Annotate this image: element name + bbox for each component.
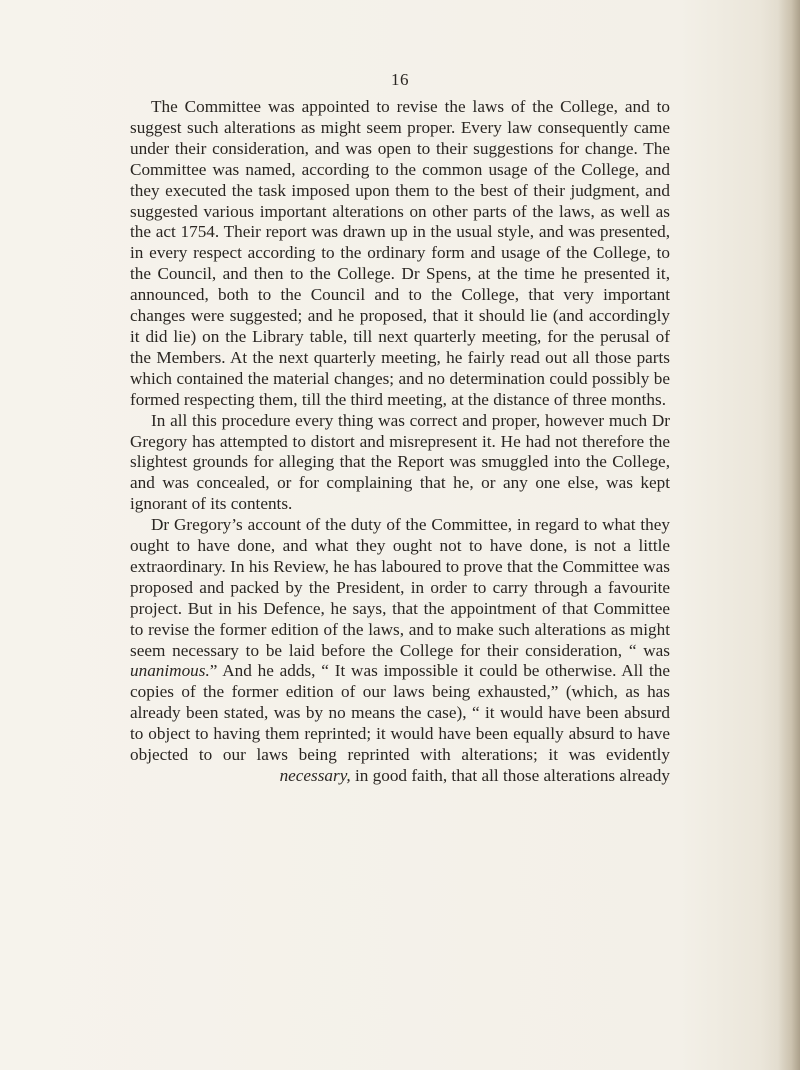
italic-word-necessary: necessary,: [279, 766, 351, 785]
page-edge-shadow: [778, 0, 800, 1070]
paragraph-gregory-account: [130, 515, 670, 787]
paragraph-text: In all this procedure every thing was correct and proper, however much Dr Gregory has attempted to distort and misrepresent it. He had not therefore the slightest grounds for alleging that the Report was smuggled into the College, and was concealed, or for complaining that he, or any one else, was kept ignorant of its contents.: [130, 410, 670, 514]
page-number: 16: [391, 70, 409, 89]
italic-word-unanimous: unanimous.: [130, 661, 210, 681]
paragraph-text: ” And he adds, “ It was impossible it could be otherwise. All the copies of the former edition of our laws being exhausted,” (which, as has already been stated, was by no means the case), “ it would have been absurd to object to having them reprinted; it would have been equally absurd to have objected to our laws being reprinted with alterations; it was evidently: [130, 661, 670, 765]
body-text: [130, 97, 670, 787]
paragraph-text: The Committee was appointed to revise the laws of the College, and to suggest such alterations as might seem proper. Every law consequently came under their consideration, and was open to their suggestions for change. The Committee was named, according to the common usage of the College, and they executed the task imposed upon them to the best of their judgment, and suggested various important alterations on other parts of the laws, as well as the act 1754. Their report was drawn up in the usual style, and was presented, in every respect according to the ordinary form and usage of the College, to the Council, and then to the College. Dr Spens, at the time he presented it, announced, both to the Council and to the College, that very important changes were suggested; and he proposed, that it should lie (and accordingly it did lie) on the Library table, till next quarterly meeting, for the perusal of the Members. At the next quarterly meeting, he fairly read out all those parts which contained the material changes; and no determination could possibly be formed respecting them, till the third meeting, at the distance of three months.: [130, 97, 670, 409]
paragraph-committee-appointment: [130, 97, 670, 411]
paragraph-text: in good faith, that all those alterations already: [350, 766, 670, 785]
paragraph-procedure: [130, 411, 670, 516]
paragraph-text: Dr Gregory’s account of the duty of the Committee, in regard to what they ought to have done, and what they ought not to have done, is not a little extraordinary. In his Review, he has laboured to prove that the Committee was proposed and packed by the President, in order to carry through a favourite project. But in his Defence, he says, that the appointment of that Committee to revise the former edition of the laws, and to make such alterations as might seem necessary to be laid before the College for their consideration, “ was: [130, 515, 670, 660]
